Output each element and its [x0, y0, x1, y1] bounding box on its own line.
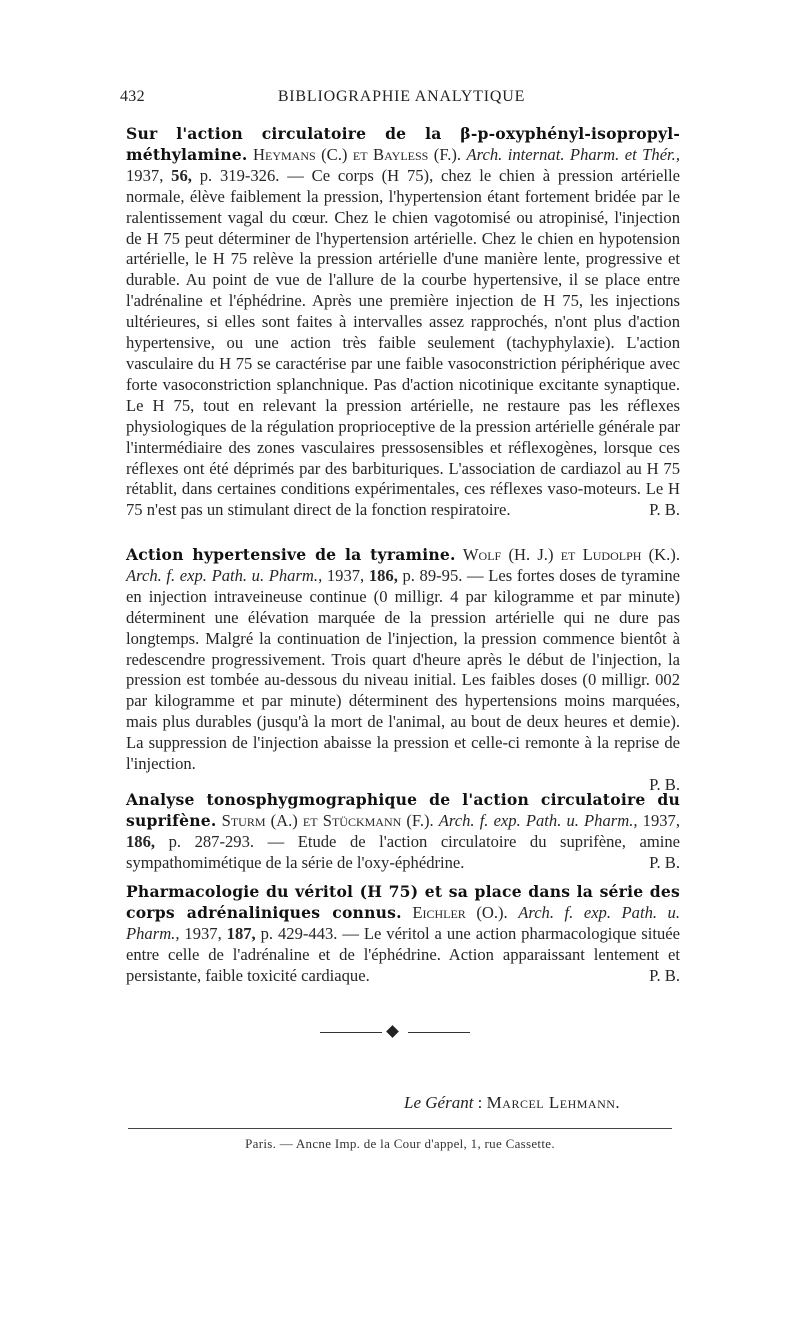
- entry-authors: Heymans (C.) et Bayless (F.).: [253, 144, 462, 164]
- entry-year: 1937,: [184, 923, 222, 943]
- entry-body: — Ce corps (H 75), chez le chien à pression artérielle normale, élève faiblement la pression, l'hypertension étant fortement bridée par le ralentissement vagal du cœur. Chez le chien vagotomisé ou atropinisé, l'injection de H 75 peut déterminer de l'hypertension artérielle. Chez le chien en hypotension artérielle, le H 75 relève la pression artérielle d'une manière lente, progressive et durable. Au point de vue de l'allure de la courbe hypertensive, il se place entre l'adrénaline et l'éphédrine. Après une première injection de H 75, les injections ultérieures, si elles sont faites à intervalles assez rapprochés, n'ont plus d'action hypertensive, ou une action très faible seulement (tachyphylaxie). L'action vasculaire du H 75 se caractérise par une faible vasoconstriction périphérique avec forte vasoconstriction splanchnique. Pas d'action nicotinique excitante synaptique. Le H 75, tout en relevant la pression artérielle, ne restaure pas les réflexes physiologiques de la régulation proprioceptive de la pression artérielle générale par l'intermédiaire des zones vasculaires pressosensibles et réflexogènes, lorsque ces réflexes ont été déprimés par des barbituriques. L'association de cardiazol au H 75 rétablit, dans certaines conditions expérimentales, ces réflexes vaso-moteurs. Le H 75 n'est pas un stimulant direct de la fonction respiratoire.: [126, 165, 680, 520]
- entry-body: — Le véritol a une action pharmacologique située entre celle de l'adrénaline et de l'éphédrine. Action apparaissant lentement et persistante, faible toxicité cardiaque.: [126, 923, 680, 985]
- entry-body: — Etude de l'action circulatoire du suprifène, amine sympathomimétique de la série de l'oxy-éphédrine.: [126, 831, 680, 872]
- entry-year: 1937,: [326, 565, 365, 585]
- entry-journal: Arch. f. exp. Path. u. Pharm.,: [438, 810, 638, 830]
- page-number: 432: [120, 88, 145, 105]
- abstract-entry: [126, 882, 680, 987]
- ornament-rule-right: [408, 1032, 470, 1033]
- entry-authors: Wolf (H. J.) et Ludolph (K.).: [462, 545, 680, 564]
- running-head: [120, 88, 683, 110]
- abstract-entry: [126, 790, 680, 874]
- abstract-entry: [126, 545, 680, 796]
- entry-signature: P. B.: [649, 774, 680, 794]
- running-title: BIBLIOGRAPHIE ANALYTIQUE: [277, 88, 526, 105]
- abstract-entry: [126, 124, 680, 521]
- entry-signature: P. B.: [649, 852, 680, 872]
- entry-pages: p. 287-293.: [168, 831, 255, 851]
- entry-signature: P. B.: [649, 500, 680, 520]
- ornament-rule-left: [320, 1032, 382, 1033]
- entry-volume: 187,: [226, 923, 256, 943]
- printer-imprint: Paris. — Ancne Imp. de la Cour d'appel, 1, rue Cassette.: [245, 1136, 555, 1151]
- entry-title: Sur l'action circulatoire de la β-p-oxyphényl-isopropyl-méthylamine.: [126, 124, 680, 164]
- entry-signature: P. B.: [649, 965, 680, 985]
- entry-journal: Arch. f. exp. Path. u. Pharm.,: [126, 902, 681, 943]
- gerant-name: Marcel Lehmann.: [486, 1093, 621, 1112]
- entry-title: Action hypertensive de la tyramine.: [126, 545, 456, 564]
- entry-volume: 186,: [126, 831, 156, 851]
- entry-year: 1937,: [126, 165, 164, 185]
- entry-body: — Les fortes doses de tyramine en injection intraveineuse continue (0 milligr. 4 par kilogramme et par minute) déterminent une élévation marquée de la pression artérielle qui ne dure pas longtemps. Malgré la continuation de l'injection, la pression commence bientôt à redescendre progressivement. Trois quart d'heure après le début de l'injection, la pression est tombée au-dessous du niveau initial. Les faibles doses (0 milligr. 002 par kilogramme et par minute) déterminent des hypertensions moins marquées, mais plus durables (jusqu'à la mort de l'animal, au bout de deux heures et demie). La suppression de l'injection abaisse la pression et celle-ci remonte à la reprise de l'injection.: [126, 565, 680, 774]
- gerant-label: Le Gérant: [404, 1093, 474, 1112]
- entry-volume: 186,: [368, 565, 398, 585]
- entry-authors: Eichler (O.).: [412, 902, 508, 922]
- entry-pages: p. 89-95.: [402, 565, 463, 585]
- footer-rule: [128, 1128, 672, 1129]
- entry-pages: p. 319-326.: [199, 165, 280, 185]
- gerant-line: [404, 1093, 674, 1113]
- entry-authors: Sturm (A.) et Stückmann (F.).: [221, 810, 434, 830]
- diamond-icon: [386, 1025, 399, 1038]
- entry-year: 1937,: [642, 810, 680, 830]
- entry-journal: Arch. internat. Pharm. et Thér.,: [466, 144, 680, 164]
- gerant-separator: :: [477, 1093, 483, 1112]
- entry-pages: p. 429-443.: [260, 923, 338, 943]
- entry-volume: 56,: [171, 165, 192, 185]
- entry-title: Analyse tonosphygmographique de l'action circulatoire du suprifène.: [126, 790, 680, 830]
- entry-title: Pharmacologie du véritol (H 75) et sa place dans la série des corps adrénaliniques connus.: [126, 882, 680, 922]
- section-ornament: [320, 1026, 470, 1038]
- entry-journal: Arch. f. exp. Path. u. Pharm.,: [126, 565, 323, 585]
